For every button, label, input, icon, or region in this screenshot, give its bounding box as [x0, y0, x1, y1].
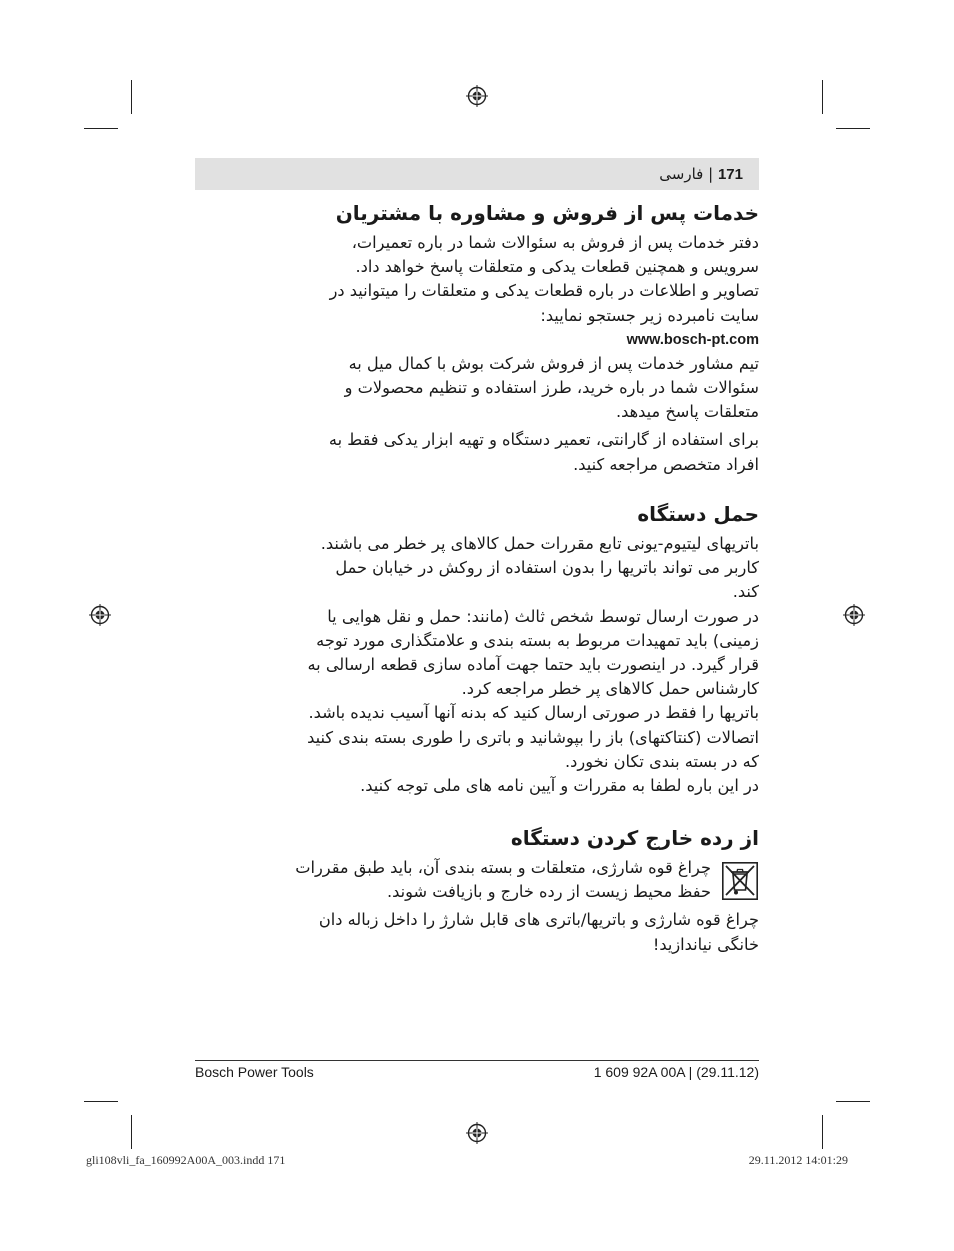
crop-mark-top-right-h: [836, 128, 870, 129]
crop-mark-top-right-v: [822, 80, 823, 114]
footer-divider: [195, 1060, 759, 1061]
registration-mark-icon: [843, 604, 865, 626]
section-transport: [195, 500, 759, 798]
crop-mark-bottom-right-v: [822, 1115, 823, 1149]
section-title: از رده خارج کردن دستگاه: [510, 826, 759, 850]
page-header: [195, 158, 759, 190]
paragraph-consulting-team: تیم مشاور خدمات پس از فروش شرکت بوش با کمال میل به سئوالات شما در باره خرید، طرز استفاده و تنظیم محصولات و متعلقات پاسخ میدهد.: [344, 353, 759, 422]
crop-mark-bottom-left-v: [131, 1115, 132, 1149]
header-language: فارسی: [659, 165, 704, 183]
registration-mark-icon: [466, 1122, 488, 1144]
paragraph-recycling: چراغ قوه شارژی، متعلقات و بسته بندی آن، باید طبق مقررات حفظ محیط زیست از رده خارج و بازیافت شوند.: [295, 858, 711, 902]
page-header-text: [659, 165, 743, 183]
section-disposal: [195, 824, 759, 957]
paragraph-warranty: برای استفاده از گارانتی، تعمیر دستگاه و تهیه ابزار یدکی فقط به افراد متخصص مراجعه کنید.: [328, 430, 759, 474]
paragraph-service-intro: دفتر خدمات پس از فروش به سئوالات شما در باره تعمیرات، سرویس و همچنین قطعات یدکی و متعلقات پاسخ خواهد داد. تصاویر و اطلاعات در باره قطعات یدکی و متعلقات را میتوانید در سایت نامبرده زیر جستجو نمایید:: [329, 233, 759, 325]
crop-mark-bottom-right-h: [836, 1101, 870, 1102]
website-link[interactable]: www.bosch-pt.com: [626, 331, 759, 348]
paragraph-shipping-conditions: باتریها را فقط در صورتی ارسال کنید که بدنه آنها آسیب ندیده باشد. اتصالات (کنتاکتهای) باز را بپوشانید و باتری را طوری بسته بندی کنید که در بسته بندی تکان نخورد. در این باره لطفا به مقررات و آیین نامه های ملی توجه کنید.: [307, 703, 759, 796]
paragraph-lithium-batteries: باتریهای لیتیوم-یونی تابع مقررات حمل کالاهای پر خطر می باشند. کاربر می تواند باتریها را بدون استفاده از روکش در خیابان حمل کند.: [320, 534, 759, 602]
header-separator: |: [708, 165, 714, 183]
footer-doc-number: 1 609 92A 00A | (29.11.12): [593, 1064, 759, 1080]
footer-brand: Bosch Power Tools: [195, 1064, 314, 1080]
registration-mark-icon: [466, 85, 488, 107]
section-title: حمل دستگاه: [637, 502, 759, 526]
section-after-sales-service: [195, 199, 759, 477]
crossed-out-wheelie-bin-icon: [722, 862, 758, 900]
slug-timestamp: 29.11.2012 14:01:29: [748, 1153, 848, 1167]
crop-mark-top-left-v: [131, 80, 132, 114]
paragraph-third-party-shipping: در صورت ارسال توسط شخص ثالث (مانند: حمل و نقل هوایی یا زمینی) باید تمهیدات مربوط به بسته بندی و علامتگذاری مورد توجه قرار گیرد. در اینصورت باید حتما جهت آماده سازی قطعه ارسالی به کارشناس حمل کالاهای پر خطر مراجعه کرد.: [307, 606, 759, 699]
slug-filename: gli108vli_fa_160992A00A_003.indd 171: [86, 1153, 286, 1167]
paragraph-household-waste: چراغ قوه شارژی و باتریها/باتری های قابل شارژ را داخل زباله دان خانگی نیاندازید!: [318, 910, 759, 954]
page-number: 171: [717, 166, 743, 183]
crop-mark-top-left-h: [84, 128, 118, 129]
crop-mark-bottom-left-h: [84, 1101, 118, 1102]
section-title: خدمات پس از فروش و مشاوره با مشتریان: [335, 201, 759, 225]
registration-mark-icon: [89, 604, 111, 626]
